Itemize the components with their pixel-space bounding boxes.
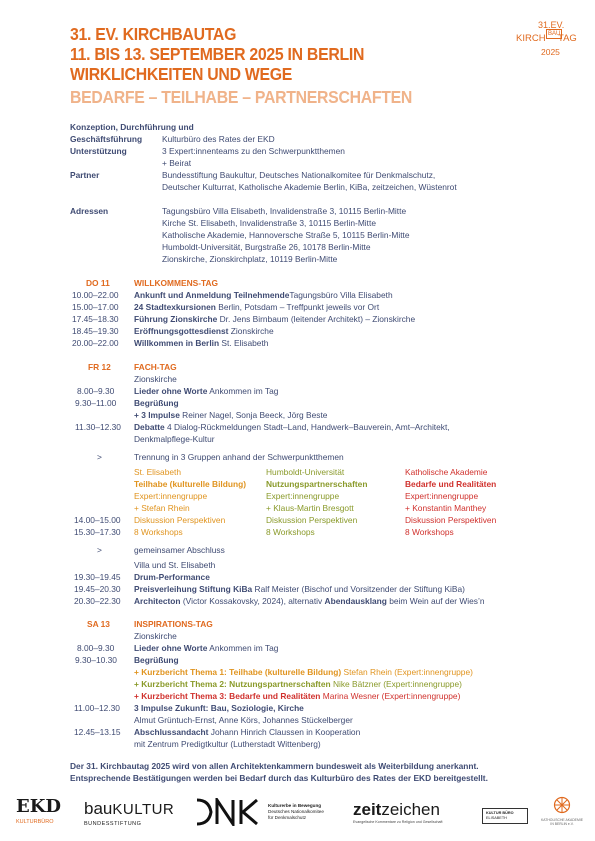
schedule-entry bbox=[134, 727, 360, 739]
schedule-time: 10.00–22.00 bbox=[72, 290, 119, 300]
entry-title: Abschlussandacht bbox=[134, 727, 209, 737]
entry-detail: Nike Bätzner (Expert:innengruppe) bbox=[330, 679, 462, 689]
trennung-text: Trennung in 3 Gruppen anhand der Schwerpunktthemen bbox=[134, 452, 344, 462]
entry-detail: Marina Wesner (Expert:innengruppe) bbox=[320, 691, 461, 701]
entry-title: Preisverleihung Stiftung KiBa bbox=[134, 584, 253, 594]
adressen-label: Adressen bbox=[70, 206, 109, 216]
schedule-time: 8.00–9.30 bbox=[77, 386, 115, 396]
entry-detail: beim Wein auf der Wies’n bbox=[386, 596, 485, 606]
schedule-entry bbox=[134, 314, 415, 326]
day-title-fr: FACH-TAG bbox=[134, 362, 177, 372]
address-item: Zionskirche, Zionskirchplatz, 10119 Berlin-Mitte bbox=[162, 254, 338, 264]
kurzbericht-2 bbox=[134, 679, 462, 691]
dnk-logo bbox=[195, 798, 259, 830]
entry-title: Führung Zionskirche bbox=[134, 314, 218, 324]
day-label-do: DO 11 bbox=[86, 278, 110, 288]
entry-title: Eröffnungsgottesdienst bbox=[134, 326, 229, 336]
group-lead: + Stefan Rhein bbox=[134, 503, 190, 513]
entry-detail: Berlin, Potsdam – Treffpunkt jeweils vor Ort bbox=[215, 302, 380, 312]
schedule-entry-cont: mit Zentrum Predigtkultur (Lutherstadt Wittenberg) bbox=[134, 739, 321, 749]
arrow-marker: > bbox=[97, 545, 102, 555]
schedule-entry: Begrüßung bbox=[134, 398, 179, 408]
schedule-time: 19.45–20.30 bbox=[74, 584, 121, 594]
entry-detail: Ankommen im Tag bbox=[207, 386, 279, 396]
dnk-text: Kulturerbe in Bewegung Deutsches Nationalkomitee für Denkmalschutz bbox=[268, 803, 324, 820]
day-label-sa: SA 13 bbox=[87, 619, 110, 629]
geschaeftsfuehrung-label: Geschäftsführung bbox=[70, 134, 143, 144]
event-title: 31. EV. KIRCHBAUTAG bbox=[70, 24, 237, 44]
group-workshops: 8 Workshops bbox=[266, 527, 315, 537]
baukultur-logo: bauKULTUR BUNDESSTIFTUNG bbox=[84, 799, 175, 827]
entry-detail: 4 Dialog-Rückmeldungen Stadt–Land, Handwerk–Bauverein, Amt–Architekt, bbox=[164, 422, 450, 432]
kurzbericht-1 bbox=[134, 667, 473, 679]
kurzbericht-3 bbox=[134, 691, 460, 703]
schedule-time: 11.00–12.30 bbox=[74, 703, 120, 713]
schedule-time: 11.30–12.30 bbox=[75, 422, 121, 432]
group-diskussion: Diskussion Perspektiven bbox=[405, 515, 497, 525]
beirat-text: + Beirat bbox=[162, 158, 192, 168]
day-title-sa: INSPIRATIONS-TAG bbox=[134, 619, 213, 629]
abschluss-text: gemeinsamer Abschluss bbox=[134, 545, 225, 555]
entry-title: Ankunft und Anmeldung Teilnehmende bbox=[134, 290, 290, 300]
group-expert: Expert:innengruppe bbox=[134, 491, 208, 501]
schedule-entry: Drum-Performance bbox=[134, 572, 210, 582]
entry-detail: Ralf Meister (Bischof und Vorsitzender der Stiftung KiBa) bbox=[252, 584, 465, 594]
footer-note-2: Entsprechende Bestätigungen werden bei Bedarf durch das Kulturbüro des Rates der EKD bereitgestellt. bbox=[70, 773, 488, 783]
schedule-entry-cont: Almut Grüntuch-Ernst, Anne Körs, Johannes Stückelberger bbox=[134, 715, 353, 725]
entry-title: + Kurzbericht Thema 2: Nutzungspartnerschaften bbox=[134, 679, 331, 689]
entry-detail: Tagungsbüro Villa Elisabeth bbox=[289, 290, 393, 300]
schedule-time: 20.30–22.30 bbox=[74, 596, 121, 606]
schedule-entry bbox=[134, 386, 278, 398]
unterstuetzung-text: 3 Expert:innenteams zu den Schwerpunktthemen bbox=[162, 146, 345, 156]
entry-detail: Stefan Rhein (Expert:innengruppe) bbox=[341, 667, 473, 677]
venue: Villa und St. Elisabeth bbox=[134, 560, 216, 570]
entry-title: Lieder ohne Worte bbox=[134, 386, 208, 396]
unterstuetzung-label: Unterstützung bbox=[70, 146, 127, 156]
event-topics: BEDARFE – TEILHABE – PARTNERSCHAFTEN bbox=[70, 87, 413, 107]
group-theme: Bedarfe und Realitäten bbox=[405, 479, 497, 489]
entry-detail: Dr. Jens Birnbaum (leitender Architekt) – Zionskirche bbox=[217, 314, 416, 324]
address-item: Tagungsbüro Villa Elisabeth, Invalidenstraße 3, 10115 Berlin-Mitte bbox=[162, 206, 407, 216]
katholische-akademie-logo: KATHOLISCHE AKADEMIE IN BERLIN e.V. bbox=[540, 796, 584, 827]
schedule-time: 19.30–19.45 bbox=[74, 572, 121, 582]
day-label-fr: FR 12 bbox=[88, 362, 111, 372]
schedule-time: 20.00–22.00 bbox=[72, 338, 119, 348]
dnk-mark-icon bbox=[195, 798, 259, 826]
entry-detail: (Victor Kossakovsky, 2024), alternativ bbox=[180, 596, 325, 606]
kulturbuero-elisabeth-logo: KULTUR BÜRO ELISABETH bbox=[482, 808, 528, 824]
schedule-entry bbox=[134, 643, 278, 655]
group-expert: Expert:innengruppe bbox=[266, 491, 340, 501]
group-venue: St. Elisabeth bbox=[134, 467, 182, 477]
group-theme: Teilhabe (kulturelle Bildung) bbox=[134, 479, 246, 489]
akademie-emblem-icon bbox=[553, 796, 571, 814]
entry-detail: Johann Hinrich Claussen in Kooperation bbox=[208, 727, 361, 737]
entry-title: 24 Stadtexkursionen bbox=[134, 302, 216, 312]
group-venue: Humboldt-Universität bbox=[266, 467, 345, 477]
venue: Zionskirche bbox=[134, 374, 177, 384]
entry-title: Willkommen in Berlin bbox=[134, 338, 220, 348]
schedule-entry bbox=[134, 302, 379, 314]
geschaeftsfuehrung-text: Kulturbüro des Rates der EKD bbox=[162, 134, 275, 144]
event-dates: 11. BIS 13. SEPTEMBER 2025 IN BERLIN bbox=[70, 44, 365, 64]
schedule-entry: 3 Impulse Zukunft: Bau, Soziologie, Kirche bbox=[134, 703, 304, 713]
event-motto: WIRKLICHKEITEN UND WEGE bbox=[70, 64, 293, 84]
schedule-entry bbox=[134, 410, 327, 422]
entry-detail: Ankommen im Tag bbox=[207, 643, 279, 653]
group-venue: Katholische Akademie bbox=[405, 467, 488, 477]
schedule-entry bbox=[134, 596, 485, 608]
schedule-entry bbox=[134, 422, 450, 434]
partner-text-1: Bundesstiftung Baukultur, Deutsches Nationalkomitee für Denkmalschutz, bbox=[162, 170, 436, 180]
entry-title: + Kurzbericht Thema 1: Teilhabe (kulturelle Bildung) bbox=[134, 667, 342, 677]
group-expert: Expert:innengruppe bbox=[405, 491, 479, 501]
entry-title: Debatte bbox=[134, 422, 165, 432]
schedule-entry bbox=[134, 326, 274, 338]
entry-title: Lieder ohne Worte bbox=[134, 643, 208, 653]
schedule-time: 14.00–15.00 bbox=[74, 515, 121, 525]
schedule-entry-cont: Denkmalpflege-Kultur bbox=[134, 434, 215, 444]
group-lead: + Klaus-Martin Bresgott bbox=[266, 503, 354, 513]
entry-detail: Zionskirche bbox=[228, 326, 274, 336]
entry-detail: St. Elisabeth bbox=[219, 338, 269, 348]
group-workshops: 8 Workshops bbox=[405, 527, 454, 537]
address-item: Humboldt-Universität, Burgstraße 26, 10178 Berlin-Mitte bbox=[162, 242, 371, 252]
zeitzeichen-logo: zeitzeichen Evangelische Kommentare zu Religion und Gesellschaft bbox=[353, 800, 443, 824]
kirchbautag-logo: 31.EV. KIRCH BAU TAG 2025 bbox=[516, 20, 577, 57]
entry-title: Abendausklang bbox=[324, 596, 387, 606]
schedule-time: 15.00–17.00 bbox=[72, 302, 119, 312]
schedule-time: 12.45–13.15 bbox=[74, 727, 121, 737]
venue: Zionskirche bbox=[134, 631, 177, 641]
group-workshops: 8 Workshops bbox=[134, 527, 183, 537]
schedule-time: 9.30–10.30 bbox=[75, 655, 117, 665]
schedule-time: 8.00–9.30 bbox=[77, 643, 115, 653]
entry-title: + Kurzbericht Thema 3: Bedarfe und Realitäten bbox=[134, 691, 321, 701]
schedule-entry bbox=[134, 290, 393, 302]
group-diskussion: Diskussion Perspektiven bbox=[134, 515, 226, 525]
schedule-entry bbox=[134, 338, 268, 350]
schedule-time: 18.45–19.30 bbox=[72, 326, 119, 336]
konzeption-label: Konzeption, Durchführung und bbox=[70, 122, 194, 132]
schedule-entry: Begrüßung bbox=[134, 655, 179, 665]
ekd-logo: EKD KULTURBÜRO bbox=[16, 796, 61, 825]
partner-label: Partner bbox=[70, 170, 100, 180]
entry-detail: Reiner Nagel, Sonja Beeck, Jörg Beste bbox=[179, 410, 328, 420]
group-theme: Nutzungspartnerschaften bbox=[266, 479, 368, 489]
footer-note-1: Der 31. Kirchbautag 2025 wird von allen Architektenkammern bundesweit als Weiterbildung anerkannt. bbox=[70, 761, 479, 771]
address-item: Katholische Akademie, Hannoversche Straße 5, 10115 Berlin-Mitte bbox=[162, 230, 410, 240]
schedule-entry bbox=[134, 584, 465, 596]
entry-title: Architecton bbox=[134, 596, 181, 606]
arrow-marker: > bbox=[97, 452, 102, 462]
schedule-time: 17.45–18.30 bbox=[72, 314, 119, 324]
schedule-time: 15.30–17.30 bbox=[74, 527, 121, 537]
group-diskussion: Diskussion Perspektiven bbox=[266, 515, 358, 525]
address-item: Kirche St. Elisabeth, Invalidenstraße 3, 10115 Berlin-Mitte bbox=[162, 218, 376, 228]
group-lead: + Konstantin Manthey bbox=[405, 503, 487, 513]
partner-text-2: Deutscher Kulturrat, Katholische Akademie Berlin, KiBa, zeitzeichen, Wüstenrot bbox=[162, 182, 457, 192]
day-title-do: WILLKOMMENS-TAG bbox=[134, 278, 219, 288]
entry-title: + 3 Impulse bbox=[134, 410, 180, 420]
schedule-time: 9.30–11.00 bbox=[75, 398, 117, 408]
